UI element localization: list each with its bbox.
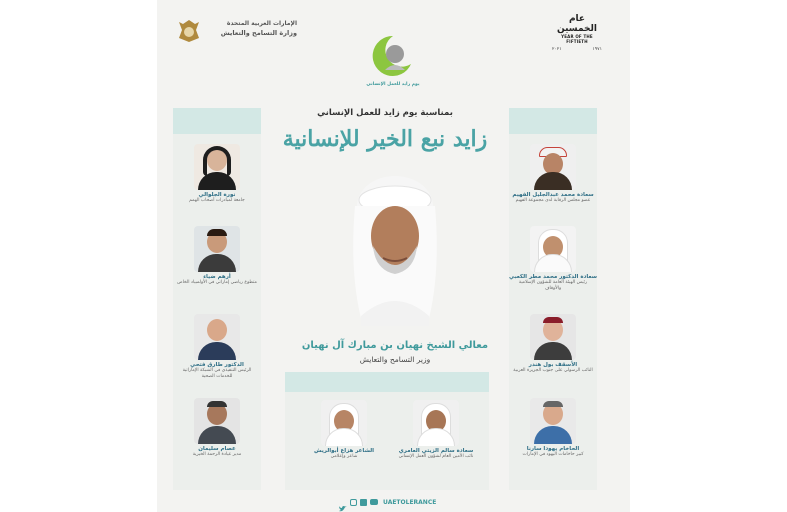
person-role: نائب الأمين العام لشؤون العمل الإنساني <box>398 454 474 459</box>
person-name: أرهم ضياء <box>203 274 231 280</box>
main-portrait <box>333 166 457 326</box>
facebook-icon[interactable] <box>360 499 367 506</box>
headline: زايد نبع الخير للإنسانية <box>282 126 488 152</box>
main-person-name: معالي الشيخ نهيان بن مبارك آل نهيان <box>301 340 489 351</box>
person-card <box>172 226 262 286</box>
year-of-fiftieth-badge <box>552 14 602 52</box>
person-photo <box>530 144 576 190</box>
person-photo <box>194 144 240 190</box>
person-name: سعادة الدكتور محمد مطر الكعبي <box>509 274 597 280</box>
person-role: الرئيس التنفيذي في الشبكة الإماراتية للخدمات الصحية <box>182 368 252 379</box>
person-photo <box>530 226 576 272</box>
bottom-band <box>285 372 489 392</box>
footer <box>339 496 459 508</box>
person-card <box>172 398 262 458</box>
right-top-band <box>509 108 597 134</box>
person-card <box>172 144 262 204</box>
person-photo <box>194 398 240 444</box>
year-start: ١٩٧١ <box>592 47 602 52</box>
twitter-icon[interactable] <box>339 498 347 506</box>
ministry-line1: الإمارات العربية المتحدة <box>226 20 297 27</box>
person-name: الدكتور طارق فتحي <box>190 362 244 368</box>
person-card <box>172 314 262 380</box>
person-photo <box>530 314 576 360</box>
zayed-humanitarian-day-logo <box>361 34 425 94</box>
person-role: عضو مجلس الرقابة لدى مجموعة الفهيم <box>515 198 591 203</box>
person-name: سعادة سالم الزيتي العامري <box>398 448 474 454</box>
person-name: الحاخام يهودا سارنا <box>526 446 580 452</box>
person-name: نورة الجلوالي <box>198 192 236 198</box>
person-role: متطوع رياضي إماراتي في الأولمبياد الخاص <box>177 280 257 285</box>
person-name: الأسقف بول هندر <box>528 362 578 368</box>
person-role: رئيس الهيئة العامة للشؤون الإسلامية والأوقاف <box>518 280 588 291</box>
person-role: شاعر وإعلامي <box>330 454 358 459</box>
left-top-band <box>173 108 261 134</box>
person-role: جامعة لمبادرات أصحاب الهمم <box>189 198 245 203</box>
year-english: YEAR OF THE FIFTIETH <box>561 34 593 44</box>
ministry-line2: وزارة التسامح والتعايش <box>220 29 297 37</box>
occasion-text: بمناسبة يوم زايد للعمل الإنساني <box>317 108 453 118</box>
youtube-icon[interactable] <box>370 499 378 505</box>
logo-caption: يوم زايد للعمل الإنساني <box>366 82 420 87</box>
main-person-title: وزير التسامح والتعايش <box>359 355 431 364</box>
person-photo <box>194 226 240 272</box>
instagram-icon[interactable] <box>350 499 357 506</box>
person-photo <box>194 314 240 360</box>
poster <box>157 0 630 512</box>
person-photo <box>413 400 459 446</box>
ministry-name <box>207 20 297 37</box>
person-card <box>508 144 598 204</box>
person-card <box>391 400 481 460</box>
uae-emblem-icon <box>177 18 201 44</box>
person-card <box>508 314 598 374</box>
footer-handle[interactable]: UAETOLERANCE <box>383 498 437 506</box>
person-photo <box>530 398 576 444</box>
person-role: النائب الرسولي على جنوب الجزيرة العربية <box>513 368 593 373</box>
person-role: مدير عيادة الرحمة الخيرية <box>192 452 242 457</box>
person-card <box>508 226 598 292</box>
person-photo <box>321 400 367 446</box>
person-card <box>299 400 389 460</box>
year-end: ٢٠٢١ <box>552 47 562 52</box>
crescent-portrait-icon <box>371 34 415 78</box>
year-arabic: عام الخمسين <box>557 14 597 34</box>
person-role: كبير حاخامات اليهود في الإمارات <box>522 452 584 457</box>
person-name: عصام سليمان <box>198 446 236 452</box>
person-card <box>508 398 598 458</box>
person-name: سعادة محمد عبدالجليل الفهيم <box>512 192 594 198</box>
person-name: الشاعر هزاع أبوالريش <box>313 448 375 454</box>
